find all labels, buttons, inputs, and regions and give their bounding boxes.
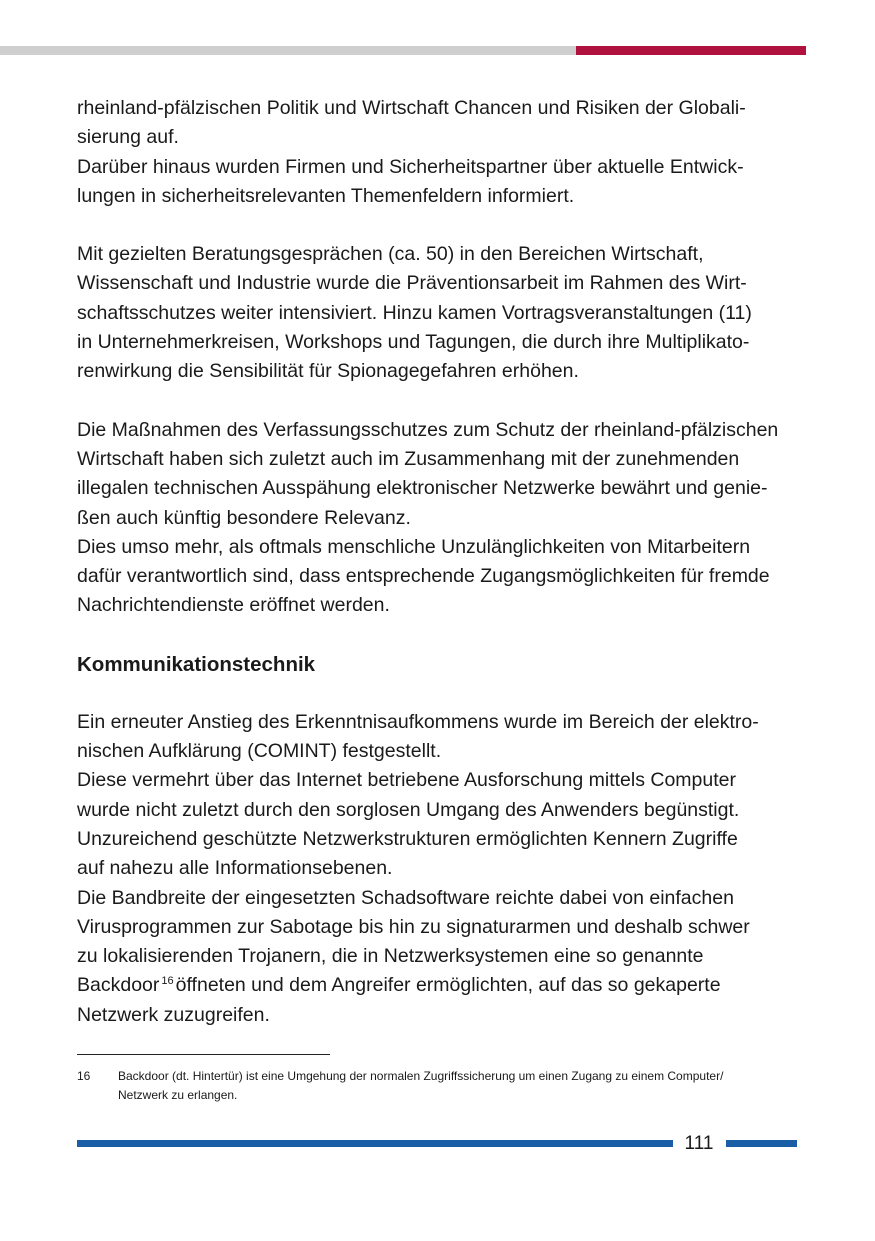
text-line: lungen in sicherheitsrelevanten Themenfeldern informiert. xyxy=(77,184,575,207)
header-decor-bar-red xyxy=(576,46,806,55)
paragraph-consulting xyxy=(77,240,802,386)
text-line: Nachrichtendienste eröffnet werden. xyxy=(77,594,390,617)
text-line: schaftsschutzes weiter intensiviert. Hinzu kamen Vortragsveranstaltungen (11) xyxy=(77,301,752,324)
text-line: Ein erneuter Anstieg des Erkenntnisaufkommens wurde im Bereich der elektro- xyxy=(77,710,759,733)
text-line: Wissenschaft und Industrie wurde die Präventionsarbeit im Rahmen des Wirt- xyxy=(77,272,747,295)
text-line: in Unternehmerkreisen, Workshops und Tagungen, die durch ihre Multiplikato- xyxy=(77,331,750,354)
footnote-reference[interactable]: 16 xyxy=(161,974,174,987)
text-fragment: öffneten und dem Angreifer ermöglichten, auf das so gekaperte xyxy=(175,974,721,997)
text-line: rheinland-pfälzischen Politik und Wirtschaft Chancen und Risiken der Globali- xyxy=(77,97,746,119)
paragraph-measures xyxy=(77,416,802,621)
text-line: Netzwerk zuzugreifen. xyxy=(77,1003,270,1026)
page-body xyxy=(77,94,802,1030)
text-line: Die Maßnahmen des Verfassungsschutzes zum Schutz der rheinland-pfälzischen xyxy=(77,418,779,441)
text-line-with-footnote-ref xyxy=(77,971,802,1000)
text-line: renwirkung die Sensibilität für Spionagegefahren erhöhen. xyxy=(77,360,579,383)
footnote-number: 16 xyxy=(77,1069,91,1083)
text-line: auf nahezu alle Informationsebenen. xyxy=(77,857,393,880)
text-line: ßen auch künftig besondere Relevanz. xyxy=(77,506,411,529)
text-line: Diese vermehrt über das Internet betriebene Ausforschung mittels Computer xyxy=(77,769,737,792)
text-line: wurde nicht zuletzt durch den sorglosen Umgang des Anwenders begünstigt. xyxy=(77,798,740,821)
paragraph-comint xyxy=(77,708,802,1030)
footnote-separator xyxy=(77,1054,330,1055)
text-line: illegalen technischen Ausspähung elektronischer Netzwerke bewährt und genie- xyxy=(77,477,768,500)
paragraph-spacer xyxy=(77,679,802,708)
paragraph-spacer xyxy=(77,387,802,416)
footer-decor-bar-left xyxy=(77,1140,673,1147)
page-number: 111 xyxy=(684,1133,714,1154)
footnote-text-line: Backdoor (dt. Hintertür) ist eine Umgehung der normalen Zugriffssicherung um einen Zugang zu einem Computer/ xyxy=(118,1069,724,1083)
footnote xyxy=(77,1067,802,1105)
text-line: Virusprogrammen zur Sabotage bis hin zu signaturarmen und deshalb schwer xyxy=(77,915,750,938)
text-line: Unzureichend geschützte Netzwerkstrukturen ermöglichten Kennern Zugriffe xyxy=(77,827,738,850)
text-line: Mit gezielten Beratungsgesprächen (ca. 50) in den Bereichen Wirtschaft, xyxy=(77,243,704,266)
footnote-text-line: Netzwerk zu erlangen. xyxy=(118,1088,238,1102)
text-line: dafür verantwortlich sind, dass entsprechende Zugangsmöglichkeiten für fremde xyxy=(77,565,770,588)
section-heading: Kommunikationstechnik xyxy=(77,652,316,676)
text-line: nischen Aufklärung (COMINT) festgestellt. xyxy=(77,740,442,763)
text-line: Die Bandbreite der eingesetzten Schadsoftware reichte dabei von einfachen xyxy=(77,886,734,909)
paragraph-globalization xyxy=(77,94,802,211)
text-line: sierung auf. xyxy=(77,126,179,149)
footnote-text xyxy=(118,1067,802,1105)
paragraph-spacer xyxy=(77,621,802,650)
footer-decor-bar-right xyxy=(726,1140,797,1147)
text-fragment: Backdoor xyxy=(77,974,160,997)
paragraph-spacer xyxy=(77,211,802,240)
text-line: Darüber hinaus wurden Firmen und Sicherheitspartner über aktuelle Entwick- xyxy=(77,155,744,178)
header-decor-bar-gray xyxy=(0,46,576,55)
text-line: Dies umso mehr, als oftmals menschliche Unzulänglichkeiten von Mitarbeitern xyxy=(77,535,751,558)
text-line: Wirtschaft haben sich zuletzt auch im Zusammenhang mit der zunehmenden xyxy=(77,447,740,470)
text-line: zu lokalisierenden Trojanern, die in Netzwerksystemen eine so genannte xyxy=(77,945,704,968)
